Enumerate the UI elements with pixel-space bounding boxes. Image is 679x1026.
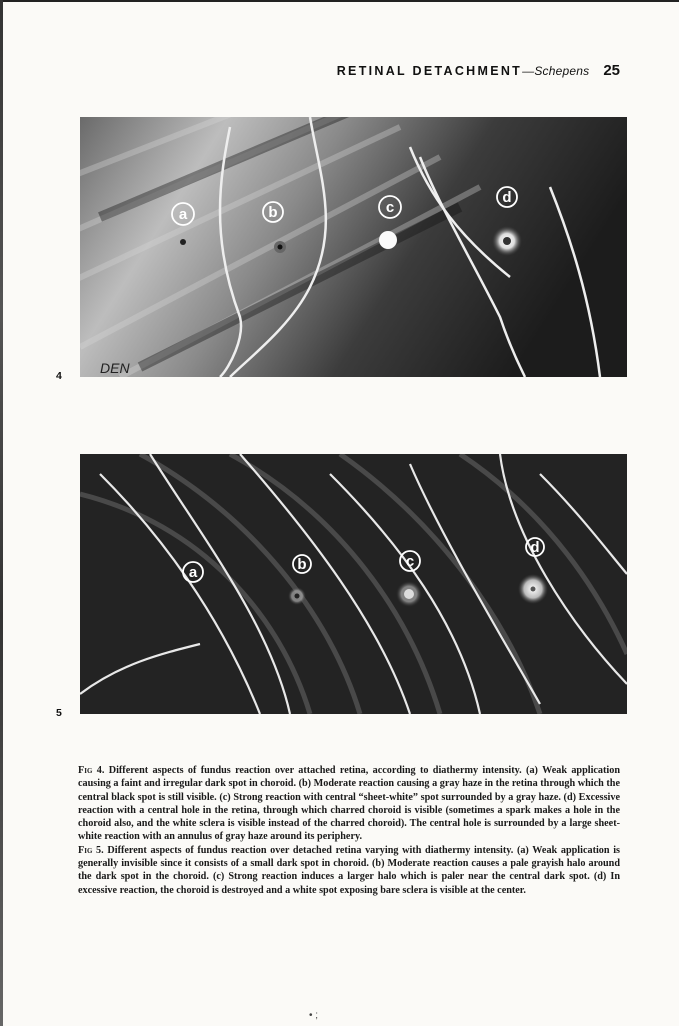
figure-5-label-d: d [530, 539, 540, 556]
figure-captions [78, 764, 620, 897]
figure-4-watermark: DEN [100, 360, 130, 376]
page-number: 25 [603, 62, 620, 79]
running-header [200, 62, 620, 80]
footer-mark: • ; [309, 1010, 319, 1021]
running-title: RETINAL DETACHMENT [336, 64, 523, 78]
figure-4-fundus-photo [80, 117, 627, 377]
page-left-edge [0, 0, 3, 1026]
figure-5-label-b: b [297, 556, 307, 573]
figure-5-number: 5 [56, 707, 62, 719]
caption-fig-4 [78, 764, 620, 844]
running-author: —Schepens [522, 64, 590, 78]
figure-5-label-c: c [405, 553, 415, 570]
figure-4-number: 4 [56, 370, 62, 382]
figure-4-label-d: d [502, 189, 512, 206]
caption-fig-5-label: Fig 5. [78, 844, 104, 856]
page-top-rule [0, 0, 679, 2]
caption-fig-4-label: Fig 4. [78, 765, 105, 776]
figure-5-fundus-photo [80, 454, 627, 714]
figure-4-label-b: b [268, 204, 278, 221]
figure-4-label-c: c [385, 199, 395, 216]
figure-4-label-a: a [178, 206, 188, 223]
figure-5-label-a: a [188, 564, 198, 581]
caption-fig-5 [78, 844, 620, 897]
caption-fig-4-text: Different aspects of fundus reaction over attached retina, according to diathermy intensity. (a) Weak application causing a faint and irregular dark spot in choroid. (b) Moderate reaction causing a gray haze in the retina through which the central black spot is still visible. (c) Strong reaction with central “sheet-white” spot surrounded by a gray haze. (d) Excessive reaction with a central hole in the retina, through which charred choroid is visible (sometimes a spark makes a hole in the choroid also, and the white sclera is visible instead of the charred choroid). The central hole is surrounded by a large sheet-white reaction with an annulus of gray haze around its periphery. [78, 765, 621, 843]
caption-fig-5-text: Different aspects of fundus reaction over detached retina varying with diathermy intensity. (a) Weak application is generally invisible since it consists of a small dark spot in choroid. (b) Moderate reaction causes a pale grayish halo around the dark spot in the choroid. (c) Strong reaction induces a larger halo which is paler near the central dark spot. (d) In excessive reaction, the choroid is destroyed and a white spot exposing bare sclera is visible at the center. [78, 844, 621, 896]
